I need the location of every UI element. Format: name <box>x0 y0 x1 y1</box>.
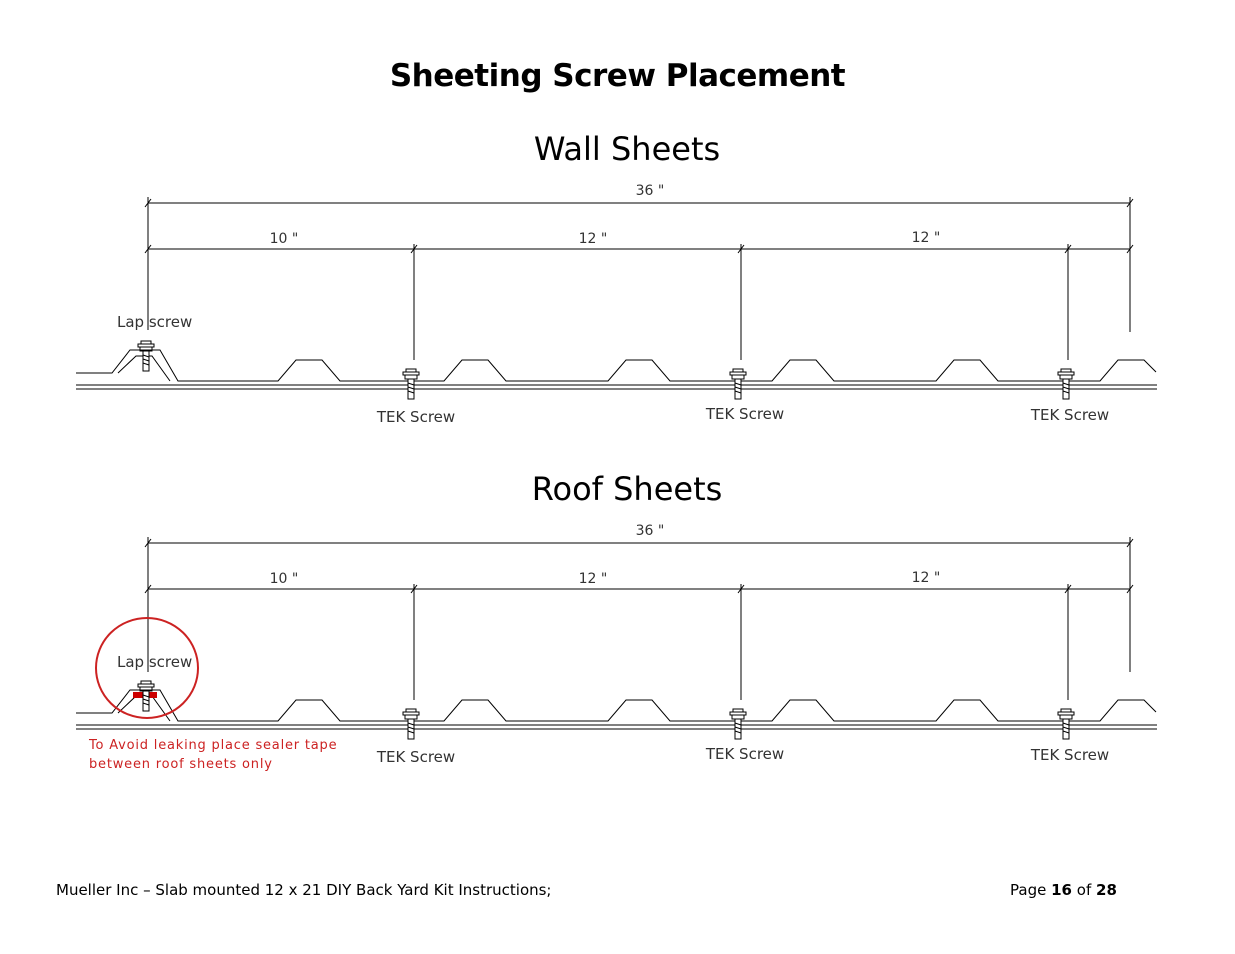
roof-tek-screw-3-icon <box>1058 709 1074 739</box>
wall-sheets-heading: Wall Sheets <box>533 130 721 168</box>
wall-tek-label-3: TEK Screw <box>1030 406 1110 424</box>
wall-dim-total: 36 " <box>635 183 665 199</box>
roof-dim-1: 10 " <box>269 571 299 587</box>
roof-tek-screw-1-icon <box>403 709 419 739</box>
roof-dim-total: 36 " <box>635 523 665 539</box>
roof-tek-screw-2-icon <box>730 709 746 739</box>
wall-tek-screw-2-icon <box>730 369 746 399</box>
page-current: 16 <box>1051 881 1072 899</box>
wall-tek-label-2: TEK Screw <box>705 405 785 423</box>
footer-document-title: Mueller Inc – Slab mounted 12 x 21 DIY Back Yard Kit Instructions; <box>56 881 552 899</box>
roof-sheets-heading: Roof Sheets <box>531 470 723 508</box>
roof-dim-3: 12 " <box>911 570 941 586</box>
roof-lap-screw-label: Lap screw <box>117 653 193 671</box>
page-of: of <box>1076 881 1092 899</box>
sealer-note-line-1: To Avoid leaking place sealer tape <box>89 738 338 753</box>
roof-tek-label-3: TEK Screw <box>1030 746 1110 764</box>
roof-tek-label-2: TEK Screw <box>705 745 785 763</box>
footer-page-number <box>1010 881 1117 899</box>
page-prefix: Page <box>1010 881 1047 899</box>
wall-dim-2: 12 " <box>578 231 608 247</box>
page-total: 28 <box>1096 881 1117 899</box>
wall-dim-1: 10 " <box>269 231 299 247</box>
wall-tek-screw-3-icon <box>1058 369 1074 399</box>
wall-sheets-diagram <box>76 130 1157 426</box>
page-title: Sheeting Screw Placement <box>389 58 846 94</box>
wall-dim-3: 12 " <box>911 230 941 246</box>
roof-tek-label-1: TEK Screw <box>376 748 456 766</box>
roof-sheets-diagram <box>76 470 1157 772</box>
wall-lap-screw-label: Lap screw <box>117 313 193 331</box>
wall-tek-screw-1-icon <box>403 369 419 399</box>
roof-dim-2: 12 " <box>578 571 608 587</box>
sealer-note-line-2: between roof sheets only <box>89 757 273 772</box>
wall-tek-label-1: TEK Screw <box>376 408 456 426</box>
